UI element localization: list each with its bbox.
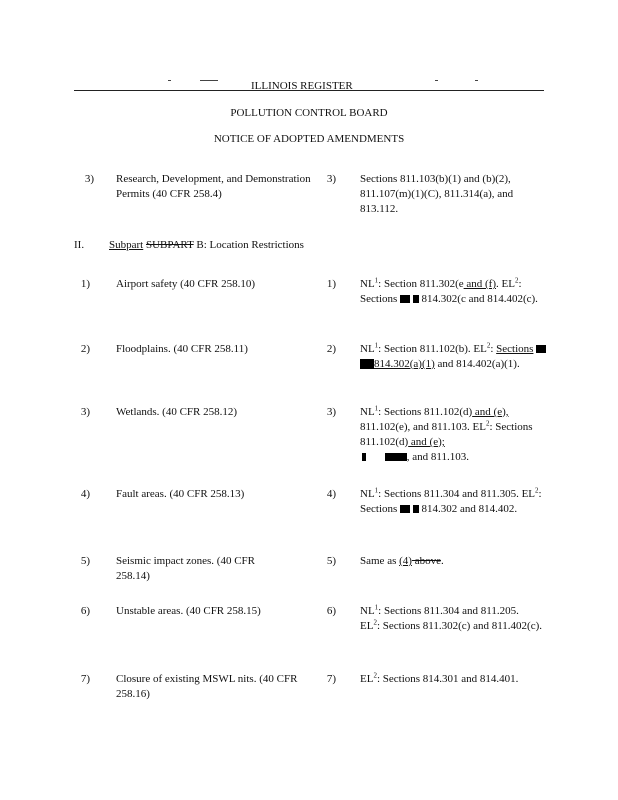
rule-text: Same as (4) above. [360, 555, 444, 567]
rule-text: $NL^1$: Sections 811.304 and 811.305. $EL^2$: Sections 814.302 and 814.402. [360, 486, 542, 515]
item-description: Airport safety (40 CFR 258.10) [116, 278, 256, 290]
redaction-mark [362, 453, 366, 461]
item-description: Seismic impact zones. (40 CFR 258.14) [116, 555, 256, 582]
subpart-deleted: SUBPART [145, 239, 194, 251]
rule-number: 3) [326, 406, 336, 418]
board-title: POLLUTION CONTROL BOARD [230, 107, 388, 119]
rule-number: 2) [326, 343, 336, 355]
rule-number: 4) [326, 488, 336, 500]
rule-number: 1) [326, 278, 336, 290]
scan-speck [200, 80, 218, 81]
redaction-mark [400, 505, 410, 513]
rule-number: 6) [326, 605, 336, 617]
item-description: Fault areas. (40 CFR 258.13) [116, 488, 245, 500]
item-description: Unstable areas. (40 CFR 258.15) [116, 605, 261, 617]
section-roman: II. [74, 239, 85, 251]
scan-speck [435, 80, 438, 81]
register-title: ILLINOIS REGISTER [251, 80, 353, 92]
item-description: Floodplains. (40 CFR 258.11) [116, 343, 248, 355]
rule-number: 3) [326, 173, 336, 185]
item-description: Wetlands. (40 CFR 258.12) [116, 406, 238, 418]
item-number: 1) [80, 278, 90, 290]
item-description: Research, Development, and Demonstration Permits (40 CFR 258.4) [116, 173, 311, 200]
rule-number: 5) [326, 555, 336, 567]
item-number: 2) [80, 343, 90, 355]
rule-text: $NL^1$: Sections 811.304 and 811.205. $EL^2$: Sections 811.302(c) and 811.402(c). [360, 603, 543, 632]
rule-text: Sections 811.103(b)(1) and (b)(2), 811.107(m)(1)(C), 811.314(a), and 813.112. [360, 173, 514, 215]
rule-text: $NL^1$: Sections 811.102(d) and (e), 811.102(e), and 811.103. $EL^2$: Sections 811.102(d) and (e); , and 811.103. [360, 404, 533, 463]
subpart-label: B: Location Restrictions [196, 239, 304, 251]
subpart-inserted: Subpart [109, 239, 144, 251]
header-rule [74, 90, 544, 91]
notice-title: NOTICE OF ADOPTED AMENDMENTS [213, 133, 405, 145]
rule-number: 7) [326, 673, 336, 685]
redaction-mark [385, 453, 407, 461]
redaction-mark [360, 359, 374, 369]
item-number: 5) [80, 555, 90, 567]
item-number: 7) [80, 673, 90, 685]
item-number: 6) [80, 605, 90, 617]
redaction-mark [536, 345, 546, 353]
redaction-mark [400, 295, 410, 303]
item-number: 3) [84, 173, 94, 185]
scan-speck [168, 80, 171, 81]
rule-text: $EL^2$: Sections 814.301 and 814.401. [360, 671, 519, 685]
rule-text: $NL^1$: Section 811.302(e and (f). $EL^2$: Sections 814.302(c and 814.402(c). [360, 276, 538, 305]
item-number: 3) [80, 406, 90, 418]
section-heading [109, 238, 304, 253]
item-description: Closure of existing MSWL nits. (40 CFR 258.16) [116, 673, 298, 700]
rule-text: $NL^1$: Section 811.102(b). $EL^2$: Sections 814.302(a)(1) and 814.402(a)(1). [360, 342, 550, 372]
item-number: 4) [80, 488, 90, 500]
scan-speck [475, 80, 478, 81]
